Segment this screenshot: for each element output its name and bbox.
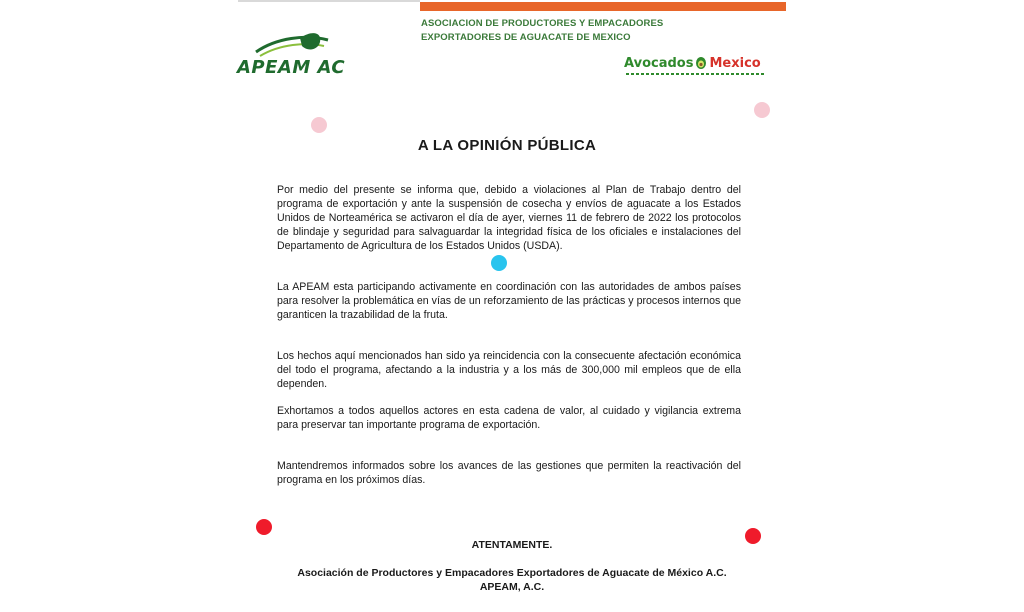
association-header	[421, 17, 663, 45]
paragraph-3: Los hechos aquí mencionados han sido ya reincidencia con la consecuente afectación económica del todo el programa, afectando a la industria y a los más de 300,000 mil empleos que de ella dependen.	[277, 350, 741, 390]
closing-text: ATENTAMENTE.	[471, 539, 553, 551]
apeam-logo-text: APEAM AC	[237, 57, 346, 78]
signature-line-2: APEAM, A.C.	[479, 581, 545, 593]
header-divider	[238, 0, 420, 2]
header-accent-bar	[420, 2, 786, 11]
decorative-dot-cyan	[491, 255, 507, 271]
signature-line-1: Asociación de Productores y Empacadores Exportadores de Aguacate de México A.C.	[297, 567, 727, 579]
association-header-line1: ASOCIACION DE PRODUCTORES Y EMPACADORES	[421, 18, 664, 29]
document-title: A LA OPINIÓN PÚBLICA	[417, 137, 597, 154]
paragraph-4: Exhortamos a todos aquellos actores en esta cadena de valor, al cuidado y vigilancia extrema para preservar tan importante programa de exportación.	[277, 405, 741, 431]
association-header-line2: EXPORTADORES DE AGUACATE DE MEXICO	[421, 32, 631, 43]
paragraph-2: La APEAM esta participando activamente en coordinación con las autoridades de ambos países para resolver la problemática en vías de un reforzamiento de las prácticas y procesos internos que garanticen la trazabilidad de la fruta.	[277, 281, 741, 321]
afm-logo-avocados: Avocados	[624, 56, 694, 71]
afm-tagline-decoration	[626, 72, 766, 76]
afm-logo-mexico: Mexico	[709, 56, 761, 71]
decorative-dot-pink	[754, 102, 770, 118]
avocado-icon	[694, 55, 708, 69]
paragraph-1: Por medio del presente se informa que, debido a violaciones al Plan de Trabajo dentro del programa de exportación y ante la suspensión de cosecha y envíos de aguacate a los Estados Unidos de Norteamérica se activaron el día de ayer, viernes 11 de febrero de 2022 los protocolos de blindaje y seguridad para salvaguardar la integridad física de los oficiales e instalaciones del Departamento de Agricultura de los Estados Unidos (USDA).	[277, 184, 741, 252]
paragraph-5: Mantendremos informados sobre los avances de las gestiones que permiten la reactivación del programa en los próximos días.	[277, 460, 741, 486]
decorative-dot-red	[256, 519, 272, 535]
decorative-dot-pink	[311, 117, 327, 133]
